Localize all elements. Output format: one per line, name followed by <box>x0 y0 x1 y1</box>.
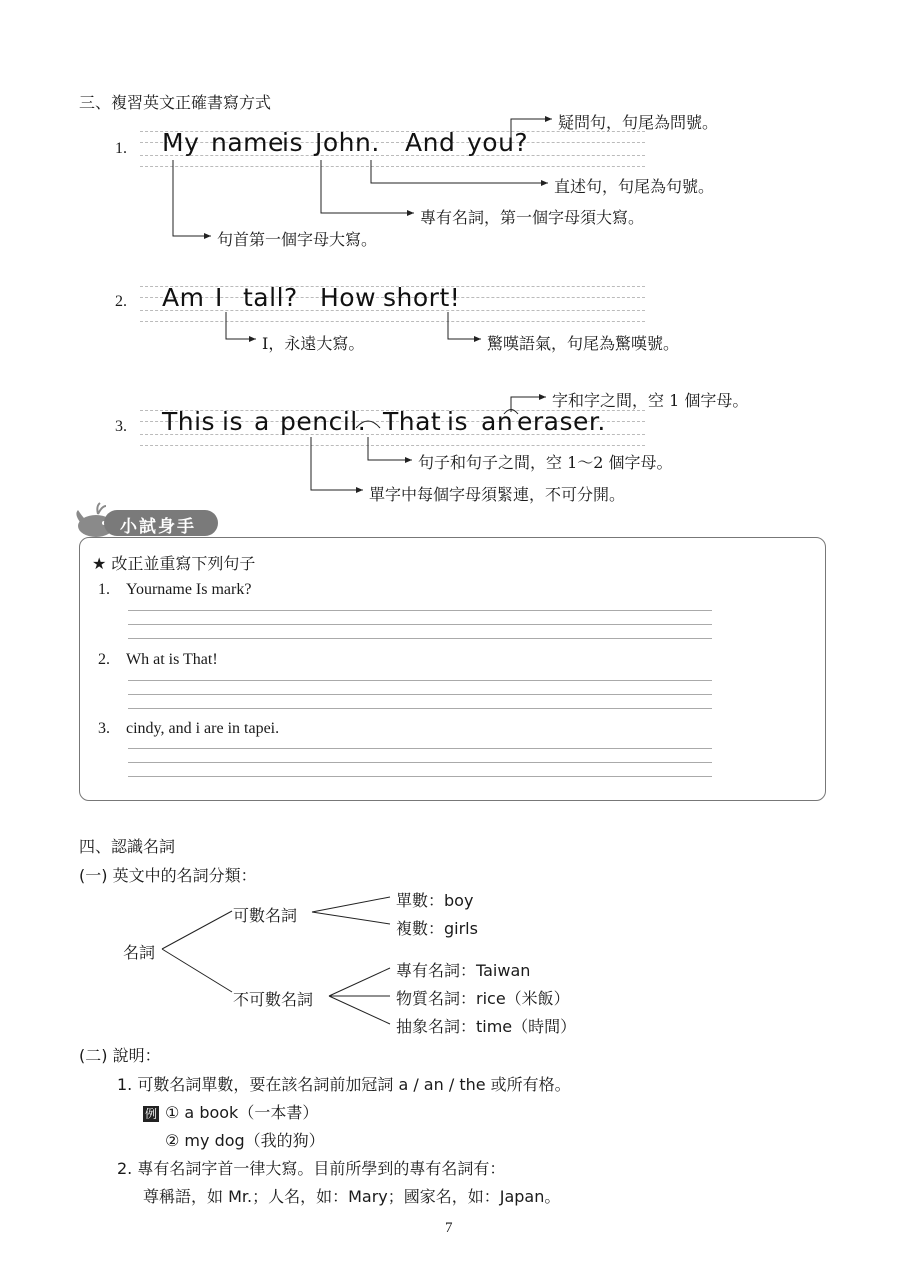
practice-item-number: 1. <box>98 581 110 598</box>
explain-1: 1. 可數名詞單數，要在該名詞前加冠詞 a / an / the 或所有格。 <box>117 1075 571 1094</box>
ex2-word: Am <box>162 283 205 312</box>
example-b: ② my dog（我的狗） <box>165 1131 325 1150</box>
ex3-word: eraser. <box>517 407 606 436</box>
practice-item-number: 2. <box>98 651 110 668</box>
section3-title: 三、複習英文正確書寫方式 <box>79 93 272 112</box>
page-number: 7 <box>445 1220 453 1236</box>
ex3-word: is <box>222 407 243 436</box>
ex1-word: John. <box>315 128 380 157</box>
ex2-word: tall? <box>243 283 298 312</box>
explain-2: 2. 專有名詞字首一律大寫。目前所學到的專有名詞有： <box>117 1159 506 1178</box>
tree-singular: 單數：boy <box>396 891 474 910</box>
ex3-word: is <box>447 407 468 436</box>
practice-item-number: 3. <box>98 720 110 737</box>
tree-proper: 專有名詞：Taiwan <box>396 961 531 980</box>
tree-material: 物質名詞：rice（米飯） <box>396 989 570 1008</box>
section4-title: 四、認識名詞 <box>79 837 176 856</box>
tree-plural: 複數：girls <box>396 919 478 938</box>
note-proper-noun: 專有名詞，第一個字母須大寫。 <box>420 208 645 227</box>
explain-2-detail: 尊稱語，如 Mr.；人名，如：Mary；國家名，如：Japan。 <box>143 1187 561 1206</box>
example-a <box>143 1100 318 1123</box>
note-statement: 直述句，句尾為句號。 <box>554 177 715 196</box>
note-exclamation: 驚嘆語氣，句尾為驚嘆號。 <box>487 334 680 353</box>
ex1-word: name <box>211 128 284 157</box>
note-letters-together: 單字中每個字母須緊連，不可分開。 <box>369 485 626 504</box>
example2-number: 2. <box>115 293 127 310</box>
note-sentence-spacing: 句子和句子之間，空 1～2 個字母。 <box>418 453 673 472</box>
note-capital-i: I，永遠大寫。 <box>262 334 365 353</box>
example3-number: 3. <box>115 418 127 435</box>
ex1-word: And <box>405 128 456 157</box>
ex3-word: pencil. <box>280 407 367 436</box>
practice-item-text: cindy, and i are in tapei. <box>126 720 280 737</box>
note-first-letter: 句首第一個字母大寫。 <box>217 230 378 249</box>
example-a-text: ① a book（一本書） <box>165 1103 319 1122</box>
section4-sub1: (一) 英文中的名詞分類： <box>79 866 257 885</box>
practice-item-text: Wh at is That! <box>126 651 218 668</box>
practice-item-text: Yourname Is mark? <box>126 581 252 598</box>
tree-countable: 可數名詞 <box>233 906 298 925</box>
ex3-word: That <box>383 407 442 436</box>
note-question: 疑問句，句尾為問號。 <box>558 113 719 132</box>
practice-instruction: ★ 改正並重寫下列句子 <box>92 554 256 573</box>
note-word-spacing: 字和字之間，空 1 個字母。 <box>552 391 749 410</box>
tree-root: 名詞 <box>123 943 156 962</box>
section4-sub2: (二) 說明： <box>79 1046 161 1065</box>
ex1-word: is <box>282 128 303 157</box>
tree-uncountable: 不可數名詞 <box>233 990 314 1009</box>
ex3-word: a <box>254 407 270 436</box>
ex3-word: an <box>481 407 514 436</box>
ex1-word: My <box>162 128 200 157</box>
ex2-word: short! <box>383 283 461 312</box>
practice-banner-label: 小試身手 <box>120 517 196 537</box>
ex2-word: How <box>320 283 377 312</box>
example-mark-icon: 例 <box>144 1106 157 1121</box>
example1-number: 1. <box>115 140 127 157</box>
ex2-word: I <box>215 283 223 312</box>
ex3-word: This <box>162 407 216 436</box>
ex1-word: you? <box>467 128 529 157</box>
tree-abstract: 抽象名詞：time（時間） <box>396 1017 577 1036</box>
